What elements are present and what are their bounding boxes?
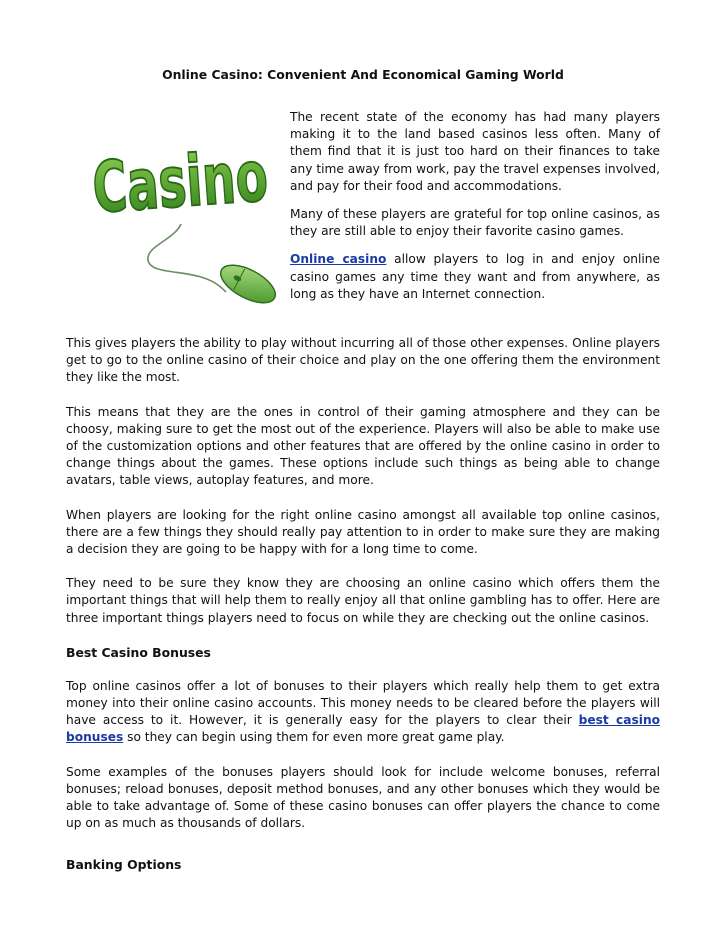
body-paragraph-2: This means that they are the ones in control of their gaming atmosphere and they can be choosy, making sure to get the most out of the experience. Players will also be able to make use of the customization options and other features that are offered by the online casino in order to change things about the games. These options include such things as being able to change avatars, table views, autoplay features, and more.	[66, 404, 660, 488]
casino-logo-text: Casino	[89, 128, 358, 230]
heading-banking-options: Banking Options	[66, 857, 182, 873]
main-body	[66, 335, 660, 890]
intro-paragraph-3-text: allow players to log in and enjoy online casino games any time they want and from anywhere, as long as they have an Internet connection.	[290, 252, 660, 301]
body-paragraph-1: This gives players the ability to play without incurring all of those other expenses. Online players get to go to the online casino of their choice and play on the one offering them the environment they like the most.	[66, 336, 660, 385]
best-casino-bonuses-link[interactable]: best casino bonuses	[66, 713, 660, 745]
intro-column	[290, 109, 660, 314]
body-paragraph-3: When players are looking for the right online casino amongst all available top online casinos, there are a few things they should really pay attention to in order to make sure they are making a decision they are going to be happy with for a long time to come.	[66, 507, 660, 557]
bonus-paragraph-1	[66, 678, 660, 747]
intro-paragraph-3	[290, 251, 660, 303]
online-casino-link[interactable]: Online casino	[290, 252, 387, 267]
bonus-paragraph-1-after: so they can begin using them for even more great game play.	[123, 730, 505, 745]
document-title: Online Casino: Convenient And Economical Gaming World	[162, 67, 564, 82]
bonus-paragraph-1-before: Top online casinos offer a lot of bonuses to their players which really help them to get extra money into their online casino accounts. This money needs to be cleared before the players will have access to it. However, it is generally easy for the players to clear their	[66, 678, 660, 728]
intro-paragraph-1: The recent state of the economy has had many players making it to the land based casinos less often. Many of them find that it is just too hard on their finances to take any time away from work, pay the travel expenses involved, and pay for their food and accommodations.	[290, 110, 660, 193]
bonus-paragraph-2: Some examples of the bonuses players should look for include welcome bonuses, referral bonuses; reload bonuses, deposit method bonuses, and any other bonuses which they would be able to take advantage of. Some of these casino bonuses can offer players the chance to come up on as much as thousands of dollars.	[66, 764, 660, 831]
intro-paragraph-2: Many of these players are grateful for top online casinos, as they are still able to enjoy their favorite casino games.	[290, 207, 660, 239]
heading-best-casino-bonuses: Best Casino Bonuses	[66, 644, 211, 660]
body-paragraph-4: They need to be sure they know they are choosing an online casino which offers them the important things that will help them to really enjoy all that online gambling has to offer. Here are three important things players need to focus on while they are checking out the online casinos.	[66, 576, 660, 625]
